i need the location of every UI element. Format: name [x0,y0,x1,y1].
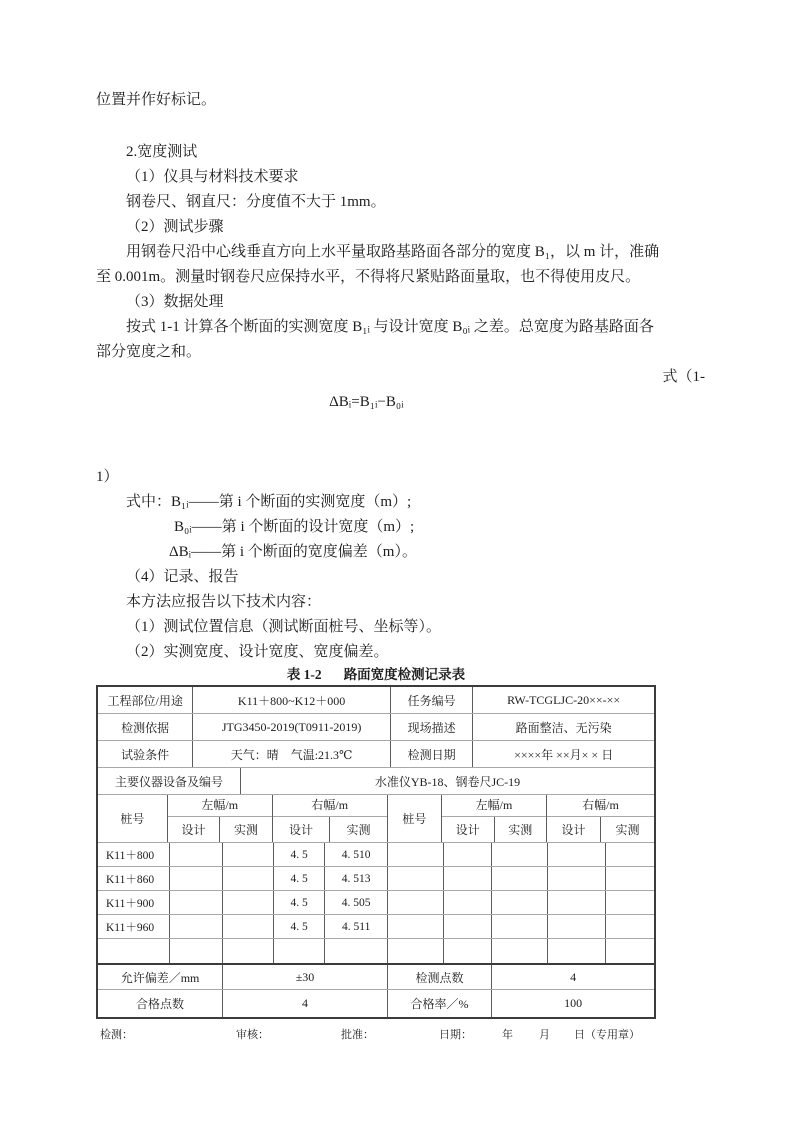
paragraph: 用钢卷尺沿中心线垂直方向上水平量取路基路面各部分的宽度 B₁，以 m 计，准确 [126,244,660,260]
signature-line [100,1028,656,1042]
approver-label: 批准： [341,1029,374,1041]
reviewer-label: 审核： [236,1029,269,1041]
grid-cell [548,867,607,890]
stake-cell: K11＋860 [98,867,170,890]
stake-cell [98,939,170,963]
grid-cell [170,915,224,938]
paragraph: 至 0.001m。测量时钢卷尺应保持水平，不得将尺紧贴路面量取，也不得使用皮尺。 [96,269,641,285]
grid-cell [606,867,654,890]
table-row [98,990,654,1017]
info-value: K11＋800~K12＋000 [193,687,391,713]
grid-cell [444,891,493,914]
formula-expression: ΔBᵢ=B₁ᵢ−B₀ᵢ [329,394,404,410]
grid-cell [606,939,654,963]
design-header: 设计 [273,817,331,842]
grid-cell [444,939,493,963]
measured-header: 实测 [508,823,533,837]
left-width-group [168,795,273,842]
info-label: 检测日期 [391,741,473,767]
grid-cell: 4. 510 [325,843,388,866]
measured-header: 实测 [615,823,640,837]
paragraph: ΔBᵢ——第 i 个断面的宽度偏差（m）。 [169,544,417,560]
grid-cell: 4. 5 [274,891,326,914]
paragraph: （1）仪具与材料技术要求 [126,169,299,185]
table-row [98,915,654,939]
table-row [98,963,654,990]
info-label: 工程部位/用途 [98,687,193,713]
info-label: 检测依据 [98,714,193,740]
grid-cell [606,915,654,938]
measured-header: 实测 [346,823,371,837]
grid-cell: 4. 5 [274,843,326,866]
grid-cell [606,843,654,866]
grid-cell [223,867,274,890]
design-header: 设计 [547,817,601,842]
grid-cell [444,867,493,890]
design-header: 设计 [442,817,495,842]
left-width-group [442,795,547,842]
month-label: 月 [539,1029,550,1041]
grid-cell [548,891,607,914]
info-value: RW-TCGLJC-20××-×× [507,692,621,707]
table-row [98,687,654,714]
table-row [98,768,654,795]
right-width-group [547,795,654,842]
paragraph: B₀ᵢ——第 i 个断面的设计宽度（m）; [174,519,415,535]
day-seal-label: 日（专用章） [574,1029,640,1041]
paragraph: （2）实测宽度、设计宽度、宽度偏差。 [126,644,389,660]
grid-cell [170,843,224,866]
grid-cell [170,891,224,914]
year-label: 年 [502,1029,513,1041]
info-value: ××××年 ××月× × 日 [514,747,614,762]
stake-cell: K11＋960 [98,915,170,938]
stake-cell [388,939,444,963]
paragraph: （4）记录、报告 [126,569,239,585]
left-width-header: 左幅/m [442,795,546,817]
table-caption [96,665,656,685]
equipment-value: 水准仪YB-18、钢卷尺JC-19 [374,774,521,789]
table-row [98,939,654,963]
grid-cell: 4. 5 [274,915,326,938]
equation-number: 式（1- [662,369,705,385]
table-row [98,741,654,768]
grid-cell [492,939,548,963]
grid-cell [548,939,607,963]
grid-cell [548,915,607,938]
body-text [96,88,705,665]
summary-label: 合格率／% [388,990,492,1017]
stake-cell [388,843,444,866]
summary-label: 检测点数 [388,965,492,989]
right-width-header: 右幅/m [547,795,654,817]
grid-cell: 4. 505 [325,891,388,914]
stake-header: 桩号 [98,795,168,842]
equipment-label: 主要仪器设备及编号 [98,768,241,794]
grid-cell [170,867,224,890]
grid-cell: 4. 513 [325,867,388,890]
summary-value: 4 [570,969,577,984]
paragraph: 本方法应报告以下技术内容： [126,594,322,610]
grid-cell [492,915,548,938]
grid-cell [606,891,654,914]
table-number: 表 1-2 [286,667,322,682]
grid-cell [223,891,274,914]
date-label: 日期： [439,1029,472,1041]
paragraph: 钢卷尺、钢直尺：分度值不大于 1mm。 [126,194,386,210]
grid-cell [223,939,274,963]
grid-cell [492,891,548,914]
section-heading: 2.宽度测试 [126,144,198,160]
stake-cell: K11＋800 [98,843,170,866]
summary-value: 4 [223,990,388,1017]
paragraph: 式中：B₁ᵢ——第 i 个断面的实测宽度（m）; [126,494,412,510]
stake-cell [388,867,444,890]
paragraph: 部分宽度之和。 [96,344,202,360]
summary-value: 100 [564,996,583,1010]
tester-label: 检测： [100,1029,133,1041]
right-width-header: 右幅/m [273,795,387,817]
table-title: 路面宽度检测记录表 [343,667,466,682]
summary-label: 合格点数 [98,990,223,1017]
grid-cell [223,915,274,938]
stake-cell: K11＋900 [98,891,170,914]
info-label: 现场描述 [391,714,473,740]
table-row [98,891,654,915]
table-row [98,714,654,741]
info-value: 天气：晴 气温:21.3℃ [193,741,391,767]
record-table [96,685,656,1019]
grid-cell [492,867,548,890]
grid-cell: 4. 511 [325,915,388,938]
summary-value: ±30 [223,965,388,989]
table-row [98,843,654,867]
paragraph: （1）测试位置信息（测试断面桩号、坐标等）。 [126,619,442,635]
grid-cell [170,939,224,963]
grid-cell [444,915,493,938]
info-label: 任务编号 [391,687,473,713]
paragraph: （2）测试步骤 [126,219,224,235]
design-header: 设计 [168,817,221,842]
stake-header: 桩号 [388,795,442,842]
grid-cell [325,939,388,963]
paragraph: （3）数据处理 [126,294,224,310]
grid-cell [274,939,326,963]
grid-cell: 4. 5 [274,867,326,890]
paragraph: 按式 1-1 计算各个断面的实测宽度 B₁ᵢ 与设计宽度 B₀ᵢ 之差。总宽度为路基路面各 [126,319,654,335]
right-width-group [273,795,388,842]
paragraph: 位置并作好标记。 [96,92,217,108]
info-label: 试验条件 [98,741,193,767]
column-header-row [98,795,654,843]
info-value: 路面整洁、无污染 [515,720,612,735]
measured-header: 实测 [233,823,258,837]
left-width-header: 左幅/m [168,795,272,817]
grid-cell [492,843,548,866]
grid-cell [548,843,607,866]
grid-cell [444,843,493,866]
summary-label: 允许偏差／mm [98,965,223,989]
stake-cell [388,915,444,938]
grid-cell [223,843,274,866]
formula-line [96,365,705,465]
info-value: JTG3450-2019(T0911-2019) [193,714,391,740]
equation-number-continuation: 1） [96,469,119,485]
table-row [98,867,654,891]
stake-cell [388,891,444,914]
